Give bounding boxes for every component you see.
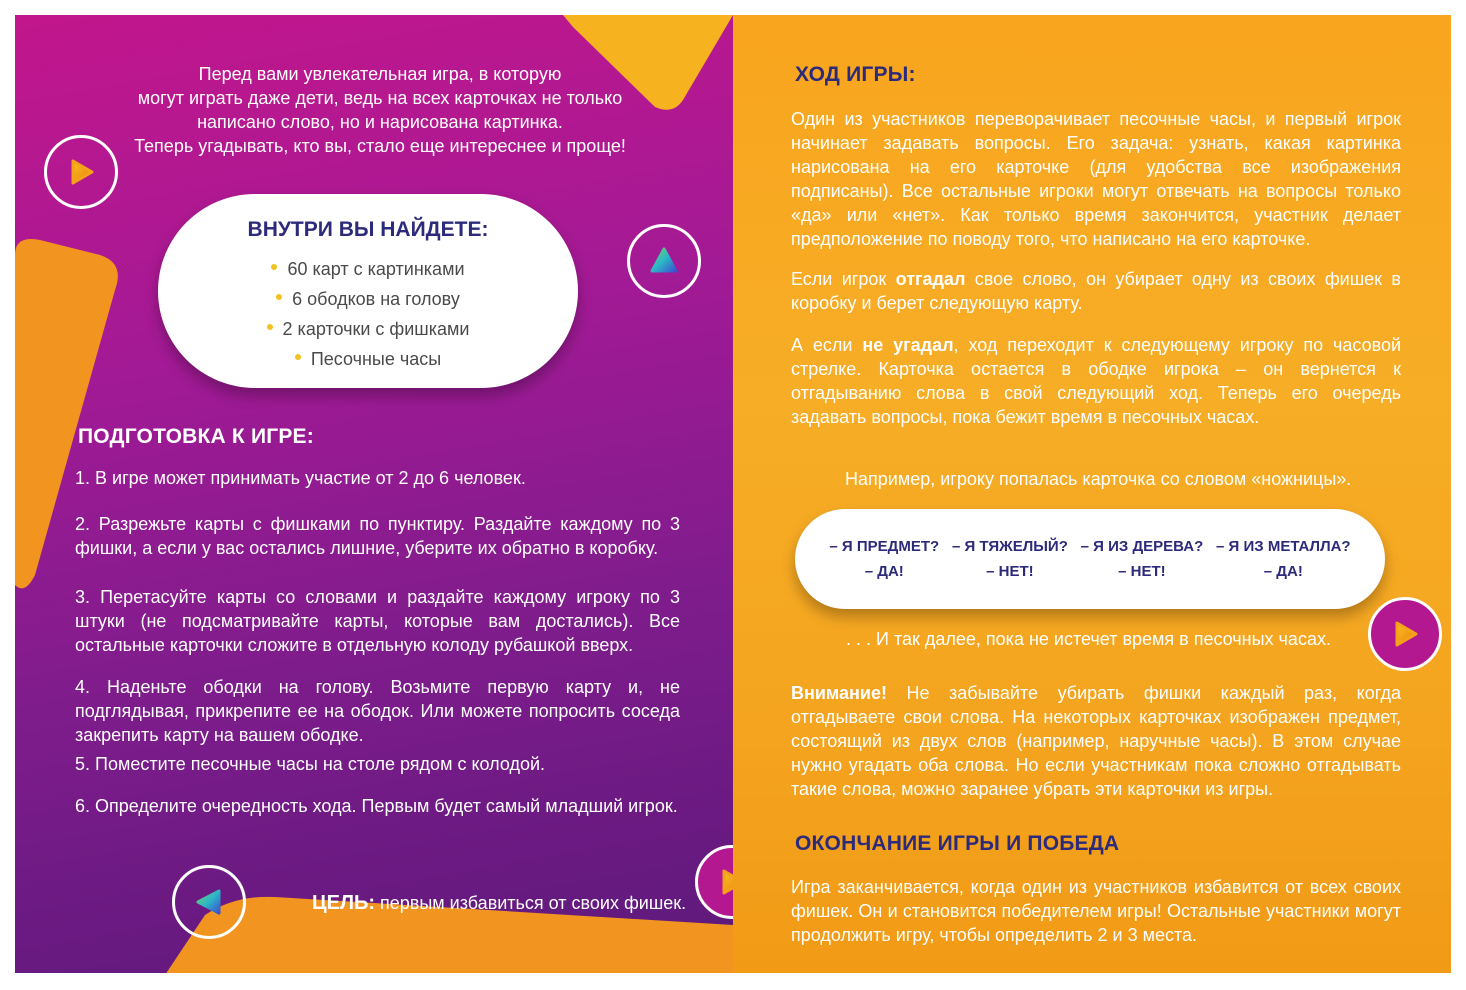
list-item: 60 карт с картинками xyxy=(158,254,578,284)
intro-text xyxy=(115,62,645,158)
intro-line: написано слово, но и нарисована картинка. xyxy=(197,112,563,132)
right-page xyxy=(733,15,1451,973)
bullet-icon xyxy=(271,264,277,270)
prep-step-6: 6. Определите очередность хода. Первым будет самый младший игрок. xyxy=(75,796,678,816)
contents-list xyxy=(158,254,578,374)
goal-text: ЦЕЛЬ: первым избавиться от своих фишек. xyxy=(312,892,687,914)
gameplay-paragraph-3: А если не угадал, ход переходит к следующему игроку по часовой стрелке. Карточка остается в ободке игрока – он вернется к отгадыванию слова в свой следующий ход. Теперь его очередь задавать вопросы, пока бежит время в песочных часах. xyxy=(791,335,1402,427)
goal-label: ЦЕЛЬ: xyxy=(312,892,376,914)
play-up-icon xyxy=(627,224,701,298)
example-dialog xyxy=(795,509,1385,609)
list-item: 6 ободков на голову xyxy=(158,284,578,314)
play-left-icon xyxy=(172,865,246,939)
prep-step-5: 5. Поместите песочные часы на столе рядом с колодой. xyxy=(75,754,546,774)
list-item: Песочные часы xyxy=(158,344,578,374)
example-outro: . . . И так далее, пока не истечет время в песочных часах. xyxy=(846,629,1331,649)
bullet-icon xyxy=(295,354,301,360)
example-intro: Например, игроку попалась карточка со словом «ножницы». xyxy=(845,469,1352,489)
list-item: 2 карточки с фишками xyxy=(158,314,578,344)
prep-step-3: 3. Перетасуйте карты со словами и раздайте каждому игроку по 3 штуки (не подсматривайте карты, которые вам достались). Все остальные карточки сложите в отдельную колоду рубашкой вверх. xyxy=(75,587,680,655)
contents-card xyxy=(158,194,578,388)
play-right-icon xyxy=(1368,597,1442,671)
prep-step-4: 4. Наденьте ободки на голову. Возьмите первую карту и, не подглядывая, прикрепите ее на ободок. Или можете попросить соседа закрепить карту на вашем ободке. xyxy=(75,677,680,745)
gameplay-title: ХОД ИГРЫ: xyxy=(795,63,916,86)
gameplay-paragraph-1: Один из участников переворачивает песочные часы, и первый игрок начинает задавать вопросы. Его задача: узнать, какая картинка нарисована на его карточке (для удобства все изображения подписаны). Все остальные игроки могут отвечать на вопросы только «да» или «нет». Как только время закончится, участник делает предположение по поводу того, что написано на его карточке. xyxy=(791,109,1401,249)
dialog-item: – Я ИЗ МЕТАЛЛА? – ДА! xyxy=(1216,538,1351,580)
dialog-item: – Я ИЗ ДЕРЕВА? – НЕТ! xyxy=(1080,538,1204,580)
attention-label: Внимание! xyxy=(791,683,887,703)
intro-line: могут играть даже дети, ведь на всех карточках не только xyxy=(137,88,623,108)
attention-paragraph: Внимание! Не забывайте убирать фишки каждый раз, когда отгадываете свои слова. На некоторых карточках изображен предмет, состоящий из двух слов (например, наручные часы). В этом случае нужно угадать оба слова. Но если участникам пока сложно отгадывать такие слова, можно заранее убрать эти карточки из игры. xyxy=(791,683,1401,799)
contents-title: ВНУТРИ ВЫ НАЙДЕТЕ: xyxy=(247,218,489,241)
intro-line: Теперь угадывать, кто вы, стало еще интереснее и проще! xyxy=(134,136,626,156)
prep-step-2: 2. Разрежьте карты с фишками по пунктиру. Раздайте каждому по 3 фишки, а если у вас остались лишние, уберите их обратно в коробку. xyxy=(75,514,680,558)
play-right-icon xyxy=(695,845,733,919)
ending-paragraph: Игра заканчивается, когда один из участников избавится от всех своих фишек. Он и становится победителем игры! Остальные участники могут продолжить игру, чтобы определить 2 и 3 места. xyxy=(791,877,1401,945)
bullet-icon xyxy=(276,294,282,300)
deco-shape-bottom xyxy=(165,865,733,973)
gameplay-paragraph-2: Если игрок отгадал свое слово, он убирает одну из своих фишек в коробку и берет следующую карту. xyxy=(791,269,1401,313)
play-right-icon xyxy=(44,135,118,209)
dialog-item: – Я ПРЕДМЕТ? – ДА! xyxy=(829,538,940,580)
prep-title: ПОДГОТОВКА К ИГРЕ: xyxy=(78,425,314,448)
prep-step-1: 1. В игре может принимать участие от 2 до 6 человек. xyxy=(75,468,526,488)
dialog-item: – Я ТЯЖЕЛЫЙ? – НЕТ! xyxy=(951,538,1068,580)
ending-title: ОКОНЧАНИЕ ИГРЫ И ПОБЕДА xyxy=(795,832,1120,855)
bullet-icon xyxy=(267,324,273,330)
left-page xyxy=(15,15,733,973)
intro-line: Перед вами увлекательная игра, в которую xyxy=(198,64,562,84)
